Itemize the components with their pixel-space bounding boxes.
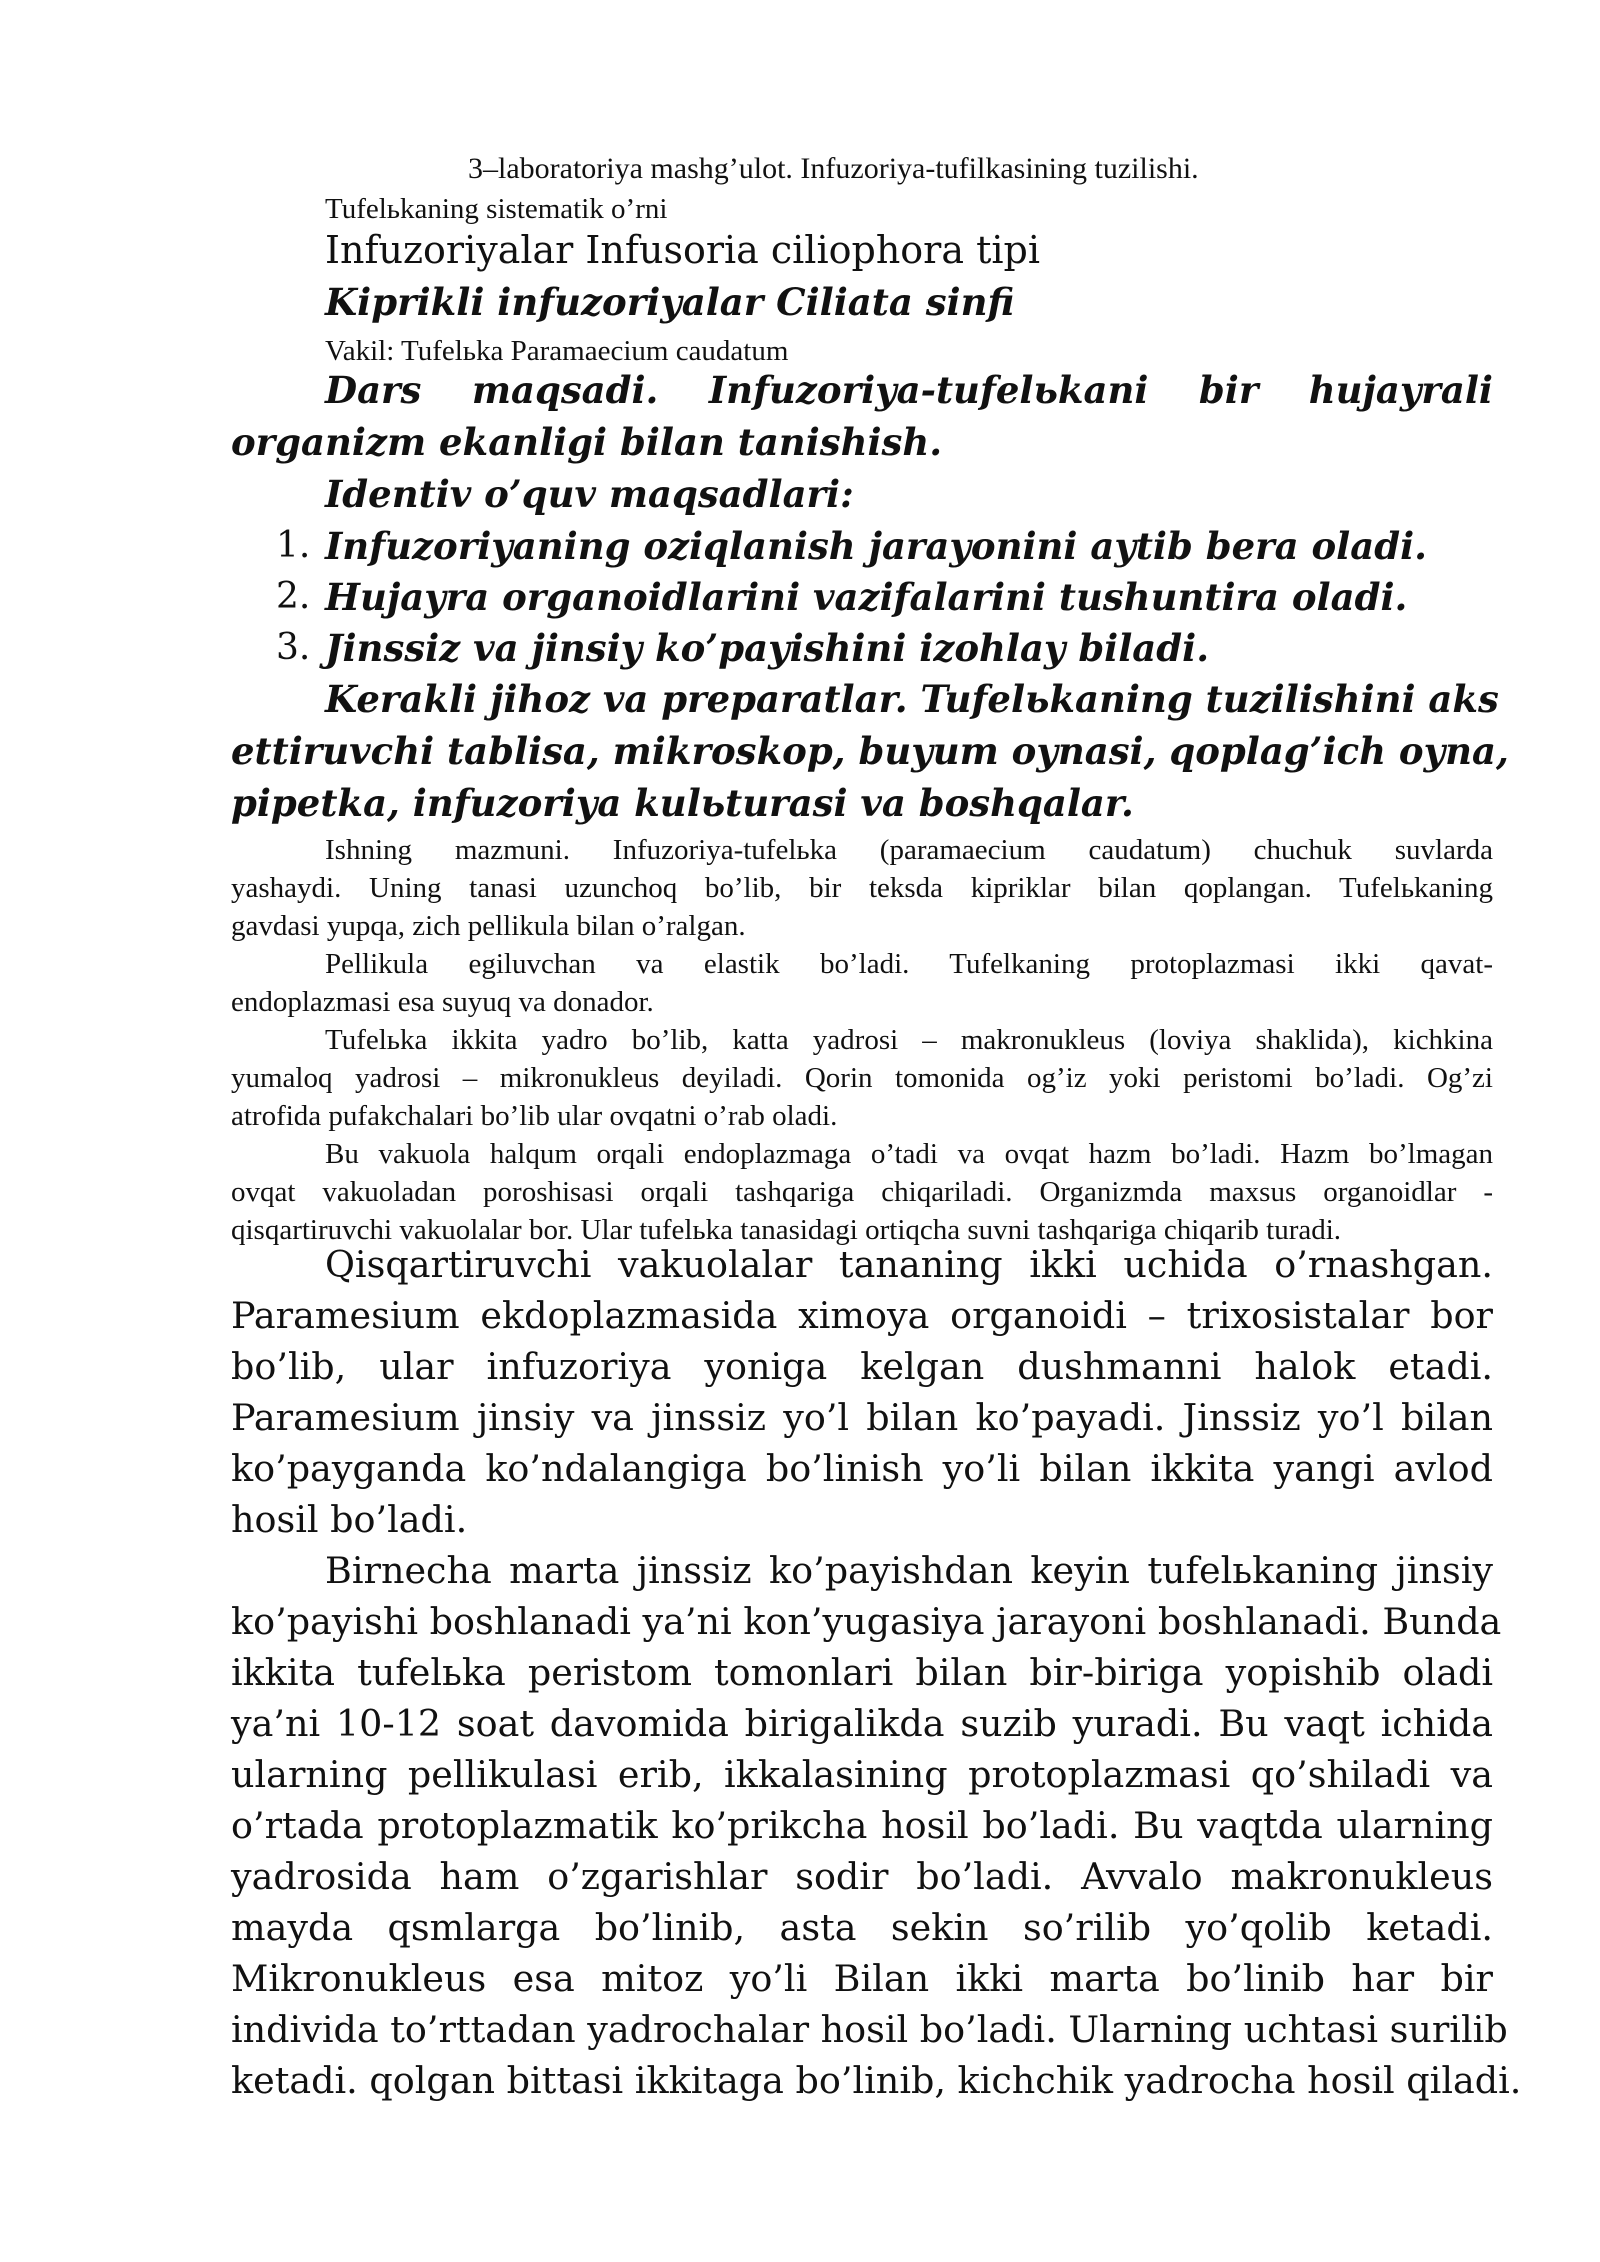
paragraph-line: Mikronukleus esa mitoz yo’li Bilan ikki marta bo’linib har bir xyxy=(231,1957,1493,2000)
paragraph-line: ularning pellikulasi erib, ikkalasining protoplazmasi qo’shiladi va xyxy=(231,1753,1493,1796)
paragraph-line: yadrosida ham o’zgarishlar sodir bo’ladi. Avvalo makronukleus xyxy=(231,1855,1493,1898)
paragraph-line: ko’payishi boshlanadi ya’ni kon’yugasiya jarayoni boshlanadi. Bunda xyxy=(231,1600,1502,1643)
paragraph-line: ko’payganda ko’ndalangiga bo’linish yo’li bilan ikkita yangi avlod xyxy=(231,1447,1493,1490)
paragraph-line: Pellikula egiluvchan va elastik bo’ladi. Tufelkaning protoplazmasi ikki qavat- xyxy=(325,948,1493,980)
phylum-line: Infuzoriyalar Infusoria ciliophora tipi xyxy=(325,228,1040,272)
paragraph-line: ovqat vakuoladan poroshisasi orqali tashqariga chiqariladi. Organizmda maxsus organoidlar - xyxy=(231,1176,1493,1208)
representative-line: Vakil: Tufelьka Paramaecium caudatum xyxy=(325,335,789,367)
paragraph-line: Ishning mazmuni. Infuzoriya-tufelьka (paramaecium caudatum) chuchuk suvlarda xyxy=(325,834,1493,866)
paragraph-line: Bu vakuola halqum orqali endoplazmaga o’tadi va ovqat hazm bo’ladi. Hazm bo’lmagan xyxy=(325,1138,1493,1170)
objective-number: 3. xyxy=(276,627,311,668)
paragraph-line: qisqartiruvchi vakuolalar bor. Ular tufelьka tanasidagi ortiqcha suvni tashqariga chiqarib turadi. xyxy=(231,1214,1342,1246)
paragraph-line: bo’lib, ular infuzoriya yoniga kelgan dushmanni halok etadi. xyxy=(231,1345,1493,1388)
objective-item: Infuzoriyaning oziqlanish jarayonini aytib bera oladi. xyxy=(325,524,1428,568)
paragraph-line: Birnecha marta jinssiz ko’payishdan keyin tufelьkaning jinsiy xyxy=(325,1549,1493,1592)
objectives-heading: Identiv o’quv maqsadlari: xyxy=(325,472,854,516)
paragraph-line: Tufelьka ikkita yadro bo’lib, katta yadrosi – makronukleus (loviya shaklida), kichkina xyxy=(325,1024,1493,1056)
objective-number: 1. xyxy=(276,525,311,566)
paragraph-line: ikkita tufelьka peristom tomonlari bilan bir-biriga yopishib oladi xyxy=(231,1651,1493,1694)
lab-title: 3–laboratoriya mashg’ulot. Infuzoriya-tufilkasining tuzilishi. xyxy=(468,152,1199,185)
paragraph-line: Paramesium ekdoplazmasida ximoya organoidi – trixosistalar bor xyxy=(231,1294,1493,1337)
equipment-line-3: pipetka, infuzoriya kulьturasi va boshqalar. xyxy=(231,781,1134,825)
aim-line-1: Dars maqsadi. Infuzoriya-tufelьkani bir hujayrali xyxy=(325,368,1493,412)
objective-item: Jinssiz va jinsiy ko’payishini izohlay biladi. xyxy=(325,626,1210,670)
paragraph-line: ya’ni 10-12 soat davomida birigalikda suzib yuradi. Bu vaqt ichida xyxy=(231,1702,1493,1745)
paragraph-line: ketadi. qolgan bittasi ikkitaga bo’linib, kichchik yadrocha hosil qiladi. xyxy=(231,2059,1522,2102)
paragraph-line: Qisqartiruvchi vakuolalar tananing ikki uchida o’rnashgan. xyxy=(325,1243,1493,1286)
paragraph-line: yashaydi. Uning tanasi uzunchoq bo’lib, bir teksda kipriklar bilan qoplangan. Tufelьkaning xyxy=(231,872,1493,904)
paragraph-line: Paramesium jinsiy va jinssiz yo’l bilan ko’payadi. Jinssiz yo’l bilan xyxy=(231,1396,1493,1439)
aim-line-2: organizm ekanligi bilan tanishish. xyxy=(231,420,943,464)
equipment-line-1: Kerakli jihoz va preparatlar. Tufelьkaning tuzilishini aks xyxy=(325,677,1499,721)
paragraph-line: atrofida pufakchalari bo’lib ular ovqatni o’rab oladi. xyxy=(231,1100,838,1132)
paragraph-line: yumaloq yadrosi – mikronukleus deyiladi. Qorin tomonida og’iz yoki peristomi bo’ladi. Og’zi xyxy=(231,1062,1493,1094)
paragraph-line: individa to’rttadan yadrochalar hosil bo’ladi. Ularning uchtasi surilib xyxy=(231,2008,1508,2051)
class-line: Kiprikli infuzoriyalar Ciliata sinfi xyxy=(325,280,1015,324)
paragraph-line: mayda qsmlarga bo’linib, asta sekin so’rilib yo’qolib ketadi. xyxy=(231,1906,1493,1949)
objective-item: Hujayra organoidlarini vazifalarini tushuntira oladi. xyxy=(325,575,1408,619)
equipment-line-2: ettiruvchi tablisa, mikroskop, buyum oynasi, qoplag’ich oyna, xyxy=(231,729,1509,773)
paragraph-line: gavdasi yupqa, zich pellikula bilan o’ralgan. xyxy=(231,910,746,942)
paragraph-line: endoplazmasi esa suyuq va donador. xyxy=(231,986,654,1018)
objective-number: 2. xyxy=(276,576,311,617)
paragraph-line: o’rtada protoplazmatik ko’prikcha hosil bo’ladi. Bu vaqtda ularning xyxy=(231,1804,1493,1847)
paragraph-line: hosil bo’ladi. xyxy=(231,1498,468,1541)
systematic-subtitle: Tufelьkaning sistematik o’rni xyxy=(325,193,668,225)
